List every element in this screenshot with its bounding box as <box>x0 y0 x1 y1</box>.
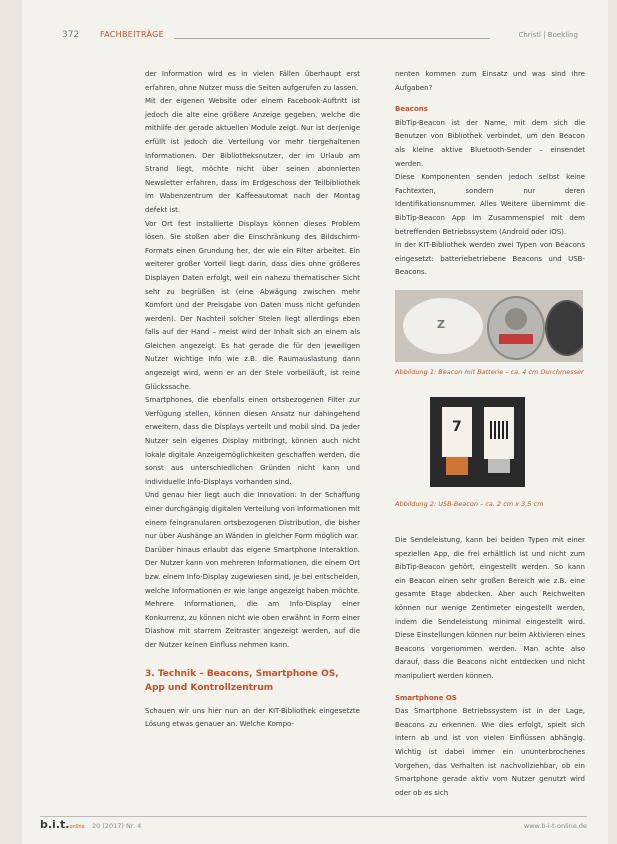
author-names: Christl | Boekling <box>518 31 578 39</box>
paragraph: nenten kommen zum Einsatz und was sind ihre Aufgaben? <box>395 70 585 92</box>
usb-connector-metal <box>488 459 510 473</box>
usb-connector <box>446 457 468 475</box>
right-column-top <box>395 68 585 280</box>
figure-caption: Abbildung 2: USB-Beacon – ca. 2 cm x 3,5 cm <box>395 500 544 508</box>
usb-digit: 7 <box>452 419 462 435</box>
section-heading: 3. Technik – Beacons, Smartphone OS, App und Kontrollzentrum <box>145 668 339 693</box>
paragraph: Smartphones, die ebenfalls einen ortsbezogenen Filter zur Verfügung stellen, können diesen Ansatz nur dahingehend erweitern, dass die Displays verteilt und mobil sind. Da jeder Nutzer sein eigenes Display mitbringt, können auch nicht lokale digitale Anzeigemöglichkeiten geschaffen werden, die sonst aus unterschiedlichen Gründen nicht kann und individuelle Info-Displays vorhanden sind. <box>145 396 360 486</box>
paragraph: Mit der eigenen Website oder einem Facebook-Auftritt ist jedoch die alte eine größere Anzeige gegeben, welche die mithilfe der gerade aktuellen Module zeigt. Nur ist derjenige erfüllt ist jedoch die Verteilung vor mehr tiergehaltenen Informationen. Der Bibliotheksnutzer, der im Urlaub am Strand liegt, möchte nicht über seinen abonnierten Newsletter erfahren, dass im Erdgeschoss der Teilbibliothek im Wabenzentrum der Kaffeeautomat nach der Montag defekt ist. <box>145 97 360 214</box>
right-column-bottom <box>395 534 585 800</box>
beacon-dark-disc <box>545 300 583 356</box>
paragraph: Und genau hier liegt auch die Innovation: In der Schaffung einer durchgängig digitalen Verteilung von Informationen mit einem feingranularen ortsbezogenen Distribution, die bisher nur über Aushänge an Wänden in gleicher Form möglich war. <box>145 491 360 541</box>
subheading-beacons: Beacons <box>395 105 428 114</box>
header-rule <box>174 38 490 39</box>
brand-logo <box>40 818 85 831</box>
paragraph: Die Sendeleistung, kann bei beiden Typen mit einer speziellen App, die frei erhältlich ist und nicht zum BibTip-Beacon gehört, eingestellt werden. So kann ein Beacon einen sehr großen Bereich wie z.B. eine gesamte Etage abdecken. Aber auch Reichweiten können nur wenige Zentimeter eingestellt werden, indem die Sendeleistung minimal eingestellt wird. Diese Einstellungen können nur beim Aktivieren eines Beacons vorgenommen werden. Man achte also darauf, dass die Beacons nicht entdecken und nicht manipuliert werden können. <box>395 536 585 680</box>
brand-main: b.i.t. <box>40 818 70 831</box>
paragraph: BibTip-Beacon ist der Name, mit dem sich die Benutzer von Bibliothek verbindet, um den Beacon als kleine aktive Bluetooth-Sender – einsendet werden. <box>395 118 585 168</box>
paragraph: Vor Ort fest installierte Displays können dieses Problem lösen. Sie stoßen aber die Einschränkung des Bildschirm-Formats einen Grundung her, der wie ein Filter arbeitet. Ein weiterer großer Vorteil liegt darin, dass dies ohne größeres Displayen Daten erfolgt, weil ein nahezu thematischer Sicht sehr zu begrüßen ist (eine Abwägung zwischen mehr Komfort und der Preisgabe von Daten muss nicht gefunden werden). Der Nachteil solcher Stelen liegt allerdings eben falls auf der Hand – meist wird der Inhalt sich an einem als Gleichen angezeigt. Es hat gerade die für den jeweiligen Nutzer wichtige Info wie z.B. die Raumauslastung dann angezeigt wird, wenn er an der Stele vorbeiläuft, ist reine Glückssache. <box>145 219 360 391</box>
battery-cell <box>505 308 527 330</box>
page-number: 372 <box>62 30 80 40</box>
paragraph: In der KIT-Bibliothek werden zwei Typen von Beacons eingesetzt: batteriebetriebene Beacons und USB-Beacons. <box>395 241 585 277</box>
beacon-label: Z <box>437 318 445 331</box>
figure-caption: Abbildung 1: Beacon mit Batterie – ca. 4 cm Durchmesser <box>395 368 584 376</box>
circuit-board <box>499 334 533 344</box>
paragraph: Darüber hinaus erlaubt das eigene Smartphone Interaktion. Der Nutzer kann von mehreren Informationen, die einem Ort bzw. einem Info-Display zugewiesen sind, je bei entscheiden, welche Informationen er wie lange angezeigt haben möchte. Mehrere Informationen, die am Info-Display einer Konkurrenz, zu können nicht wie oben erwähnt in Form einer Diashow mit starrem Zeitraster angezeigt werden, auf die der Nutzer keinen Einfluss nehmen kann. <box>145 545 360 649</box>
paragraph: Das Smartphone Betriebssystem ist in der Lage, Beacons zu erkennen. Wie dies erfolgt, spielt sich intern ab und ist von vielen Einflüssen abhängig. Wichtig ist dabei immer ein ununterbrochenes Vorgehen, das Verhalten ist nachvollziehbar, ob ein Smartphone gerade aktiv vom Nutzer genutzt wird oder ob es sich <box>395 707 585 797</box>
paragraph: Schauen wir uns hier nun an der KIT-Bibliothek eingesetzte Lösung etwas genauer an. Welche Kompo- <box>145 706 360 729</box>
usb-beacon-qr <box>484 407 514 459</box>
left-column <box>145 68 360 732</box>
section-label: FACHBEITRÄGE <box>100 30 165 39</box>
issue-info: 20 (2017) Nr. 4 <box>92 822 142 830</box>
qr-code-icon <box>490 421 508 439</box>
figure-usb-beacons <box>430 397 525 487</box>
paragraph: der Information wird es in vielen Fällen überhaupt erst erfahren, ohne Nutzer muss die Seiten aufgerufen zu lassen. <box>145 70 360 92</box>
brand-suffix: online <box>69 824 85 830</box>
usb-beacon-white <box>442 407 472 457</box>
figure-battery-beacons <box>395 290 583 362</box>
footer-rule <box>40 816 587 817</box>
beacon-white-disc <box>403 298 483 354</box>
website-link[interactable]: www.b-i-t-online.de <box>523 822 587 830</box>
subheading-smartphone-os: Smartphone OS <box>395 693 457 702</box>
paragraph: Diese Komponenten senden jedoch selbst keine Fachtexten, sondern nur deren Identifikationsnummer. Alles Weitere übernimmt die BibTip-Beacon App im Zusammenspiel mit dem betreffenden Betriebssystem (Android oder iOS). <box>395 173 585 236</box>
beacon-open-disc <box>487 296 545 360</box>
